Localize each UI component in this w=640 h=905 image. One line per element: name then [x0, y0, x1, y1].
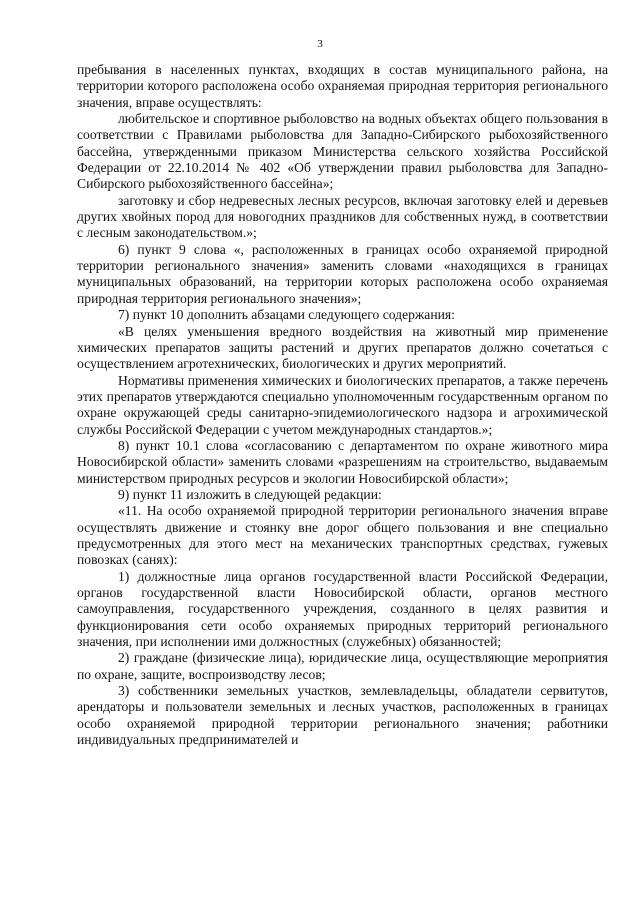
- paragraph: 8) пункт 10.1 слова «согласованию с департаментом по охране животного мира Новосибирской области» заменить словами «разрешениям на строительство, выдаваемым министерством природных ресурсов и экологии Новосибирской области»;: [77, 437, 608, 486]
- paragraph: 1) должностные лица органов государственной власти Российской Федерации, органов государственной власти Новосибирской области, органов местного самоуправления, государственного учреждения, созданного в целях развития и функционирования сети особо охраняемых природных территорий регионального значения, при исполнении ими должностных (служебных) обязанностей;: [77, 568, 608, 650]
- paragraph: «11. На особо охраняемой природной территории регионального значения вправе осуществлять движение и стоянку вне дорог общего пользования и вне специально предусмотренных для этого мест на механических транспортных средствах, гужевых повозках (санях):: [77, 503, 608, 568]
- paragraph: 2) граждане (физические лица), юридические лица, осуществляющие мероприятия по охране, защите, воспроизводству лесов;: [77, 650, 608, 682]
- paragraph: 7) пункт 10 дополнить абзацами следующего содержания:: [118, 307, 455, 323]
- paragraph: заготовку и сбор недревесных лесных ресурсов, включая заготовку елей и деревьев других хвойных пород для новогодних праздников для собственных нужд, в соответствии с лесным законодательством.»;: [77, 192, 608, 241]
- paragraph: 3) собственники земельных участков, землевладельцы, обладатели сервитутов, арендаторы и пользователи земельных и лесных участков, расположенных в границах особо охраняемой природной территории регионального значения; работники индивидуальных предпринимателей и: [77, 683, 608, 748]
- paragraph: любительское и спортивное рыболовство на водных объектах общего пользования в соответствии с Правилами рыболовства для Западно-Сибирского рыбохозяйственного бассейна, утвержденными приказом Министерства сельского хозяйства Российской Федерации от 22.10.2014 № 402 «Об утверждении правил рыболовства для Западно-Сибирского рыбохозяйственного бассейна»;: [77, 111, 608, 192]
- paragraph: 9) пункт 11 изложить в следующей редакции:: [118, 486, 382, 502]
- document-body: [77, 62, 608, 748]
- paragraph: пребывания в населенных пунктах, входящих в состав муниципального района, на территории которого расположена особо охраняемая природная территория регионального значения, вправе осуществлять:: [77, 62, 608, 110]
- paragraph: Нормативы применения химических и биологических препаратов, а также перечень этих препаратов утверждаются специально уполномоченным государственным органом по охране окружающей среды санитарно-эпидемиологического надзора и агрохимической службы Российской Федерации с учетом международных стандартов.»;: [77, 372, 608, 437]
- paragraph: 6) пункт 9 слова «, расположенных в границах особо охраняемой природной территории регионального значения» заменить словами «находящихся в границах муниципальных образований, на территории которых расположена особо охраняемая природная территория регионального значения»;: [77, 241, 608, 306]
- page-number: 3: [317, 38, 323, 50]
- paragraph: «В целях уменьшения вредного воздействия на животный мир применение химических препаратов защиты растений и других препаратов должно сочетаться с осуществлением агротехнических, биологических и других мероприятий.: [77, 323, 608, 372]
